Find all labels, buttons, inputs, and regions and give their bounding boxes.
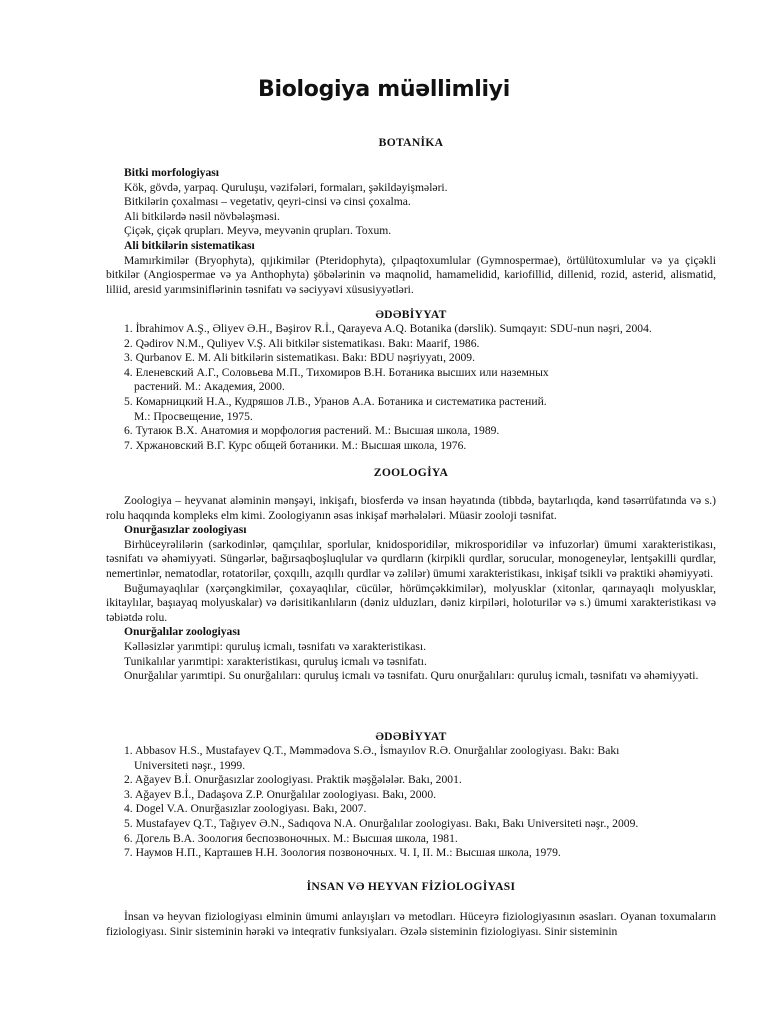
reference-item: 4. Dogel V.A. Onurğasızlar zoologiyası. Bakı, 2007. <box>124 802 367 816</box>
reference-item: 7. Наумов Н.П., Карташев Н.Н. Зоология позвоночных. Ч. I, II. М.: Высшая школа, 1979. <box>124 846 561 860</box>
section-zoologiya <box>106 466 716 481</box>
section-edebiyyat-1 <box>106 308 716 323</box>
reference-list-1 <box>106 322 716 453</box>
reference-item: 2. Ağayev B.İ. Onurğasızlar zoologiyası. Praktik məşğələlər. Bakı, 2001. <box>124 773 462 787</box>
section-heading-botanika: BOTANİKA <box>378 136 444 149</box>
reference-item: 5. Комарницкий Н.А., Кудряшов Л.В., Уранов А.А. Ботаника и систематика растений. <box>124 394 547 408</box>
section-heading-edebiyyat: ƏDƏBİYYAT <box>375 730 447 743</box>
paragraph-zoologiya-intro: Zoologiya – heyvanat aləminin mənşəyi, inkişafı, biosferdə və insan həyatında (tibbdə, baytarlıqda, kənd təsərrüfatında və s.) rolu haqqında kompleks elm kimi. Zoologiyanın əsas inkişaf mərhələləri. Müasir zooloji təsnifat. <box>106 494 716 522</box>
section-heading-zoologiya: ZOOLOGİYA <box>373 466 449 479</box>
reference-item: 4. Еленевский А.Г., Соловьева М.П., Тихомиров В.Н. Ботаника высших или наземных <box>124 365 549 379</box>
reference-item: 2. Qədirov N.M., Quliyev V.Ş. Ali bitkilər sistematikası. Bakı: Maarif, 1986. <box>124 336 480 350</box>
reference-item: 1. İbrahimov A.Ş., Əliyev Ə.H., Bəşirov R.İ., Qarayeva A.Q. Botanika (dərslik). Sumqayıt: SDU-nun nəşri, 2004. <box>124 322 652 335</box>
page-title: Biologiya müəllimliyi <box>258 77 510 102</box>
reference-item: 5. Mustafayev Q.T., Tağıyev Ə.N., Sadıqova N.A. Onurğalılar zoologiyası. Bakı, Bakı Universiteti nəşr., 2009. <box>124 816 639 830</box>
section-fiziologiya <box>106 880 716 895</box>
zoologiya-content <box>106 494 716 684</box>
text-line: Kök, gövdə, yarpaq. Quruluşu, vəzifələri, formaları, şəkildəyişmələri. <box>124 180 448 194</box>
text-line: Ali bitkilərdə nəsil növbələşməsi. <box>124 209 280 223</box>
subheading-onurgalilar: Onurğalılar zoologiyası <box>124 625 241 639</box>
paragraph-bugumayaqlilar: Buğumayaqlılar (xərçəngkimilər, çoxayaqlılar, cücülər, hörümçəkkimilər), molyusklar (xitonlar, qarınayaqlı molyusklar, ikitaylılar, başıayaq molyuskalar) və dərisitikanlıların (dəniz ulduzları, dəniz kirpiləri, holoturilər və s.) ümumi xarakteristikası və təbiətdə rolu. <box>106 581 716 624</box>
reference-item-continuation: М.: Просвещение, 1975. <box>134 409 253 423</box>
section-edebiyyat-2 <box>106 730 716 745</box>
subheading-bitki-morfologiyasi: Bitki morfologiyası <box>124 166 220 179</box>
botanika-content <box>106 166 716 297</box>
paragraph-fiziologiya: İnsan və heyvan fiziologiyası elminin ümumi anlayışları və metodları. Hüceyrə fiziologiyasının əsasları. Oyanan toxumaların fiziologiyası. Sinir sisteminin hərəki və inteqrativ funksiyaları. Əzələ sisteminin fiziologiyası. Sinir sisteminin <box>106 910 716 938</box>
paragraph-onurgalilar-yarimtipi: Onurğalılar yarımtipi. Su onurğalıları: quruluş icmalı və təsnifatı. Quru onurğalıları: quruluş icmalı, təsnifatı və əhəmiyyəti. <box>124 669 699 683</box>
subheading-onurgasizlar: Onurğasızlar zoologiyası <box>124 523 247 537</box>
text-line: Çiçək, çiçək qrupları. Meyvə, meyvənin qrupları. Toxum. <box>124 224 392 238</box>
reference-item-continuation: Universiteti nəşr., 1999. <box>134 758 246 772</box>
text-line: Tunikalılar yarımtipi: xarakteristikası, quruluş icmalı və təsnifatı. <box>124 654 427 668</box>
paragraph-birhuceyreliler: Birhüceyrəlilərin (sarkodinlər, qamçılılar, sporlular, knidosporidilər, mikrosporidilər və infuzorlar) ümumi xarakteristikası, təsnifatı və əhəmiyyəti. Süngərlər, bağırsaqboşluqlular və qurdların (kirpikli qurdlar, sorucular, monogeneylər, lentşəkilli qurdlar, nemertinlər, nematodlar, rotatorilər, çoxqıllı, azqıllı qurdlar və zəlilər) ümumi xarakteristikası, inkişaf tsikli və praktiki əhəmiyyəti. <box>106 537 716 580</box>
reference-list-2 <box>106 744 716 861</box>
reference-item: 3. Qurbanov E. M. Ali bitkilərin sistematikası. Bakı: BDU nəşriyyatı, 2009. <box>124 351 475 365</box>
section-heading-fiziologiya: İNSAN VƏ HEYVAN FİZİOLOGİYASI <box>306 880 516 893</box>
section-botanika <box>106 136 716 151</box>
text-line: Kəlləsizlər yarımtipi: quruluş icmalı, təsnifatı və xarakteristikası. <box>124 639 426 653</box>
reference-item-continuation: растений. М.: Академия, 2000. <box>134 380 285 394</box>
reference-item: 7. Хржановский В.Г. Курс общей ботаники. М.: Высшая школа, 1976. <box>124 438 467 452</box>
fiziologiya-content <box>106 910 716 939</box>
reference-item: 1. Abbasov H.S., Mustafayev Q.T., Məmmədova S.Ə., İsmayılov R.Ə. Onurğalılar zoologiyası. Bakı: Bakı <box>124 744 620 757</box>
reference-item: 6. Догель В.А. Зоология беспозвоночных. М.: Высшая школа, 1981. <box>124 831 458 845</box>
section-heading-edebiyyat: ƏDƏBİYYAT <box>375 308 447 321</box>
text-line: Bitkilərin çoxalması – vegetativ, qeyri-cinsi və cinsi çoxalma. <box>124 195 411 209</box>
paragraph-sistematika: Mamırkimilər (Bryophyta), qıjıkimilər (Pteridophyta), çılpaqtoxumlular (Gymnospermae), örtülütoxumlular və ya çiçəkli bitkilər (Angiospermae və ya Anthophyta) şöbələrinin və maqnolid, hamamelidid, kariofillid, dillenid, rozid, asterid, alismatid, liliid, aresid yarımsiniflərinin təsnifatı və səciyyəvi xüsusiyyətləri. <box>106 253 716 296</box>
reference-item: 3. Ağayev B.İ., Dadaşova Z.P. Onurğalılar zoologiyası. Bakı, 2000. <box>124 787 437 801</box>
subheading-ali-bitkiler: Ali bitkilərin sistematikası <box>124 238 255 252</box>
reference-item: 6. Тутаюк В.Х. Анатомия и морфология растений. М.: Высшая школа, 1989. <box>124 424 500 438</box>
